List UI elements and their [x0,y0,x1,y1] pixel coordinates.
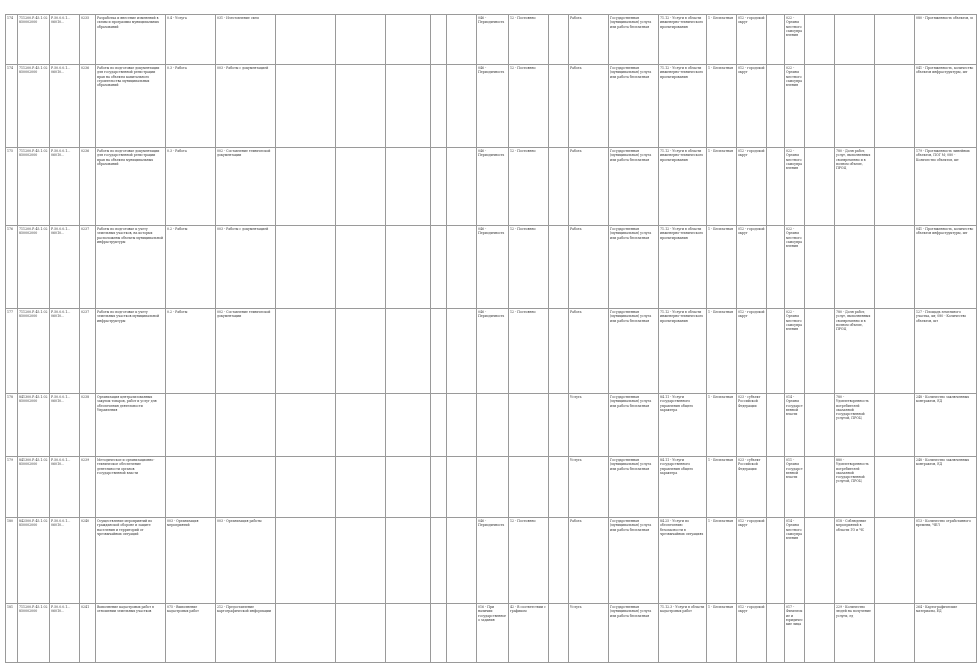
cell-num: 177 [6,309,18,394]
table-row [6,394,977,457]
cell-empty [805,604,835,663]
cell-empty [805,226,835,309]
cell-okved: 71.12 - Услуги в области инженерно-технического проектирования [659,226,707,309]
cell-code: 711200.Р.45.1.02850002000 [18,15,50,65]
cell-code: 711200.Р.45.1.02850002000 [18,148,50,226]
cell-type: Государственная (муниципальная) услуга или работа бесплатная [609,226,659,309]
cell-content1 [166,457,216,518]
cell-org: 022 - Органы местного самоуправления [785,15,805,65]
cell-content1: 0.2 - Работы [166,226,216,309]
cell-empty [276,148,336,226]
cell-num: 174 [6,15,18,65]
cell-kind: Услуга [569,604,609,663]
cell-empty [336,148,386,226]
cell-reg: Р.50.0.0.1... 06010... [50,65,80,148]
cell-empty [386,15,431,65]
cell-name: Методическое и организационно-техническое обеспечение деятельности органов государственной власти [96,457,166,518]
table-row [6,226,977,309]
cell-code: 711200.Р.45.1.02850002000 [18,309,50,394]
cell-indicator2: 127 - Площадь земельного участка, кв; 080 - Количество объектов, шт [915,309,977,394]
cell-content1: 0.4 - Услуга [166,15,216,65]
cell-empty [386,518,431,604]
cell-name: Работы по подготовке к учету земельных участков муниципальной инфраструктуры [96,309,166,394]
cell-code: 711200.Р.45.1.02850002000 [18,65,50,148]
cell-indicator2: 013 - Количество отработанного времени, ЧЕЛ [915,518,977,604]
cell-indicator1: 880 - Удовлетворенность потребителей оказанной государственной услугой, ПРОЦ [835,457,875,518]
cell-org: 022 - Органы местного самоуправления [785,309,805,394]
cell-id: 0240 [80,518,96,604]
cell-reg: Р.50.0.0.1... 06010... [50,148,80,226]
cell-okved: 71.12 - Услуги в области инженерно-технического проектирования [659,15,707,65]
cell-ul: 023 - субъект Российской Федерации [737,457,767,518]
cell-type: Государственная (муниципальная) услуга или работа бесплатная [609,309,659,394]
cell-kind: Услуга [569,457,609,518]
cell-empty [767,394,785,457]
cell-indicator2: 179 - Протяженность линейных объектов, ПОГ М; 080 - Количество объектов, шт [915,148,977,226]
cell-empty [386,394,431,457]
cell-reg: Р.50.0.0.1... 06010... [50,457,80,518]
cell-cnt: 1 - Бесплатная [707,15,737,65]
cell-okved: 71.12 - Услуги в области инженерно-технического проектирования [659,148,707,226]
cell-reg: Р.50.0.0.1... 06010... [50,309,80,394]
cell-empty [767,226,785,309]
cell-empty [431,15,447,65]
cell-empty [447,65,477,148]
cell-ul: 023 - субъект Российской Федерации [737,394,767,457]
cell-empty [447,394,477,457]
cell-num: 176 [6,226,18,309]
cell-id: 0237 [80,309,96,394]
cell-reg: Р.50.0.0.1... 06010... [50,15,80,65]
cell-content2: 002 - Составление технической документации [216,148,276,226]
cell-type: Государственная (муниципальная) услуга или работа бесплатная [609,457,659,518]
cell-ul: 012 - городской округ [737,65,767,148]
cell-status: 42 - В соответствии с графиком [509,604,549,663]
cell-type: Государственная (муниципальная) услуга или работа бесплатная [609,604,659,663]
cell-period: 016 - При наличии государственного задания [477,604,509,663]
cell-cnt: 1 - Бесплатная [707,604,737,663]
cell-org: 014 - Органы местного самоуправления [785,518,805,604]
cell-period: 046 - Периодичность [477,309,509,394]
cell-indicator2: 248 - Количество заключенных контрактов, ЕД [915,457,977,518]
cell-reg: Р.50.0.0.1... 06010... [50,394,80,457]
table-row [6,15,977,65]
cell-org: 022 - Органы местного самоуправления [785,148,805,226]
cell-period: 046 - Периодичность [477,226,509,309]
cell-empty [276,226,336,309]
cell-indicator1: 780 - Удовлетворенность потребителей оказанной государственной услугой, ПРОЦ [835,394,875,457]
cell-status [509,457,549,518]
cell-kind: Работа [569,65,609,148]
cell-status [509,394,549,457]
cell-empty [875,226,915,309]
cell-empty [336,518,386,604]
cell-empty [767,457,785,518]
cell-empty [549,394,569,457]
table-row [6,604,977,663]
cell-empty [386,604,431,663]
cell-indicator1: 780 - Доля работ, услуг, выполненных своевременно и в полном объеме, ПРОЦ [835,309,875,394]
cell-indicator2: 080 - Протяженность объектов, м [915,15,977,65]
cell-cnt: 1 - Бесплатная [707,457,737,518]
cell-empty [336,65,386,148]
cell-content2: 003 - Работы с документацией [216,226,276,309]
cell-kind: Работа [569,518,609,604]
cell-empty [336,604,386,663]
cell-empty [767,309,785,394]
cell-num: 175 [6,148,18,226]
cell-empty [276,518,336,604]
cell-kind: Работа [569,148,609,226]
cell-empty [276,65,336,148]
cell-indicator2: 248 - Количество заключенных контрактов, ЕД [915,394,977,457]
cell-empty [767,148,785,226]
cell-type: Государственная (муниципальная) услуга или работа бесплатная [609,518,659,604]
cell-empty [805,15,835,65]
cell-kind: Услуга [569,394,609,457]
cell-ul: 012 - городской округ [737,518,767,604]
cell-content1: 003 - Организация мероприятий [166,518,216,604]
table-row [6,518,977,604]
cell-id: 0238 [80,394,96,457]
cell-empty [276,15,336,65]
cell-cnt: 1 - Бесплатная [707,148,737,226]
cell-indicator1: 018 - Соблюдение мероприятий в области ГО и ЧС [835,518,875,604]
cell-okved: 71.12 - Услуги в области инженерно-технического проектирования [659,309,707,394]
cell-org: 011 - Органы государственной власти [785,457,805,518]
cell-empty [386,65,431,148]
cell-empty [276,394,336,457]
cell-reg: Р.50.0.0.1... 06010... [50,518,80,604]
cell-period: 046 - Периодичность [477,518,509,604]
cell-ul: 012 - городской округ [737,604,767,663]
cell-empty [767,518,785,604]
cell-period: 046 - Периодичность [477,148,509,226]
cell-content1: 075 - Выполнение кадастровых работ [166,604,216,663]
cell-status: 12 - Постоянно [509,309,549,394]
cell-cnt: 1 - Бесплатная [707,65,737,148]
cell-empty [549,148,569,226]
cell-period: 046 - Периодичность [477,15,509,65]
cell-name: Работы по подготовке документации для государственной регистрации прав на объекты капитального строительства муниципальных образований [96,65,166,148]
cell-name: Выполнение кадастровых работ в отношении земельных участков [96,604,166,663]
cell-empty [276,457,336,518]
cell-empty [431,226,447,309]
cell-num: 181 [6,604,18,663]
cell-empty [875,309,915,394]
cell-org: 022 - Органы местного самоуправления [785,65,805,148]
cell-empty [549,604,569,663]
cell-empty [386,226,431,309]
cell-name: Работы по подготовке документации для государственной регистрации прав на объекты муниципальных образований [96,148,166,226]
cell-num: 174 [6,65,18,148]
cell-empty [549,15,569,65]
cell-empty [767,15,785,65]
cell-empty [875,65,915,148]
cell-empty [447,309,477,394]
cell-ul: 012 - городской округ [737,15,767,65]
cell-content1: 0.3 - Работа [166,148,216,226]
cell-code: 841300.Р.45.1.02850002000 [18,394,50,457]
cell-okved: 84.11 - Услуги государственного управления общего характера [659,457,707,518]
cell-okved: 84.11 - Услуги государственного управления общего характера [659,394,707,457]
cell-empty [875,604,915,663]
cell-name: Разработка и внесение изменений в схемы и программы муниципальных образований [96,15,166,65]
cell-empty [805,65,835,148]
cell-content2: 002 - Составление технической документации [216,309,276,394]
cell-content2: 003 - Организация работы [216,518,276,604]
cell-empty [875,457,915,518]
cell-empty [549,457,569,518]
cell-id: 0239 [80,457,96,518]
cell-empty [431,604,447,663]
cell-empty [431,65,447,148]
cell-org: 022 - Органы местного самоуправления [785,226,805,309]
cell-empty [875,15,915,65]
cell-indicator2: 264 - Картографические материалы, ЕД [915,604,977,663]
cell-id: 0241 [80,604,96,663]
cell-empty [431,394,447,457]
cell-cnt: 1 - Бесплатная [707,394,737,457]
cell-id: 0235 [80,15,96,65]
cell-empty [875,518,915,604]
cell-kind: Работа [569,226,609,309]
cell-empty [549,226,569,309]
cell-empty [447,226,477,309]
cell-kind: Работа [569,15,609,65]
table-row [6,148,977,226]
cell-period [477,457,509,518]
cell-type: Государственная (муниципальная) услуга или работа бесплатная [609,65,659,148]
cell-cnt: 1 - Бесплатная [707,518,737,604]
cell-empty [767,604,785,663]
cell-kind: Работа [569,309,609,394]
cell-empty [805,148,835,226]
cell-content2: 212 - Предоставление картографической информации [216,604,276,663]
cell-empty [431,309,447,394]
cell-cnt: 1 - Бесплатная [707,226,737,309]
cell-indicator1 [835,15,875,65]
cell-empty [386,309,431,394]
cell-empty [805,309,835,394]
cell-status: 12 - Постоянно [509,65,549,148]
cell-empty [336,226,386,309]
cell-status: 12 - Постоянно [509,226,549,309]
cell-empty [431,457,447,518]
cell-indicator2: 041 - Протяженность, количество объектов инфраструктуры, шт [915,226,977,309]
cell-org: 017 - Физические и юридические лица [785,604,805,663]
cell-num: 180 [6,518,18,604]
cell-content2 [216,457,276,518]
cell-code: 711200.Р.45.1.02850002000 [18,226,50,309]
cell-empty [447,15,477,65]
cell-id: 0236 [80,148,96,226]
cell-indicator2: 041 - Протяженность, количество объектов инфраструктуры, шт [915,65,977,148]
cell-empty [875,394,915,457]
cell-reg: Р.50.0.0.1... 06010... [50,604,80,663]
cell-reg: Р.50.0.0.1... 06010... [50,226,80,309]
cell-okved: 84.25 - Услуги по обеспечению безопасности в чрезвычайных ситуациях [659,518,707,604]
cell-indicator1 [835,65,875,148]
cell-content1 [166,394,216,457]
cell-name: Работы по подготовке к учету земельных участков, на которых расположены объекты муниципальной инфраструктуры [96,226,166,309]
cell-empty [447,518,477,604]
cell-num: 179 [6,457,18,518]
cell-code: 842500.Р.45.1.02850002000 [18,518,50,604]
cell-code: 841300.Р.45.1.02850002000 [18,457,50,518]
cell-empty [431,518,447,604]
cell-empty [336,309,386,394]
cell-okved: 71.12.3 - Услуги в области кадастровых работ [659,604,707,663]
cell-org: 014 - Органы государственной власти [785,394,805,457]
cell-period: 046 - Периодичность [477,65,509,148]
cell-content1: 0.3 - Работа [166,65,216,148]
cell-empty [386,457,431,518]
cell-cnt: 1 - Бесплатная [707,309,737,394]
register-table [5,14,977,663]
cell-indicator1: 780 - Доля работ, услуг, выполненных своевременно и в полном объеме, ПРОЦ [835,148,875,226]
cell-ul: 012 - городской округ [737,309,767,394]
table-row [6,457,977,518]
cell-empty [447,604,477,663]
cell-empty [549,518,569,604]
cell-type: Государственная (муниципальная) услуга или работа бесплатная [609,15,659,65]
cell-id: 0236 [80,65,96,148]
cell-empty [336,457,386,518]
cell-period [477,394,509,457]
cell-content1: 0.2 - Работы [166,309,216,394]
cell-empty [276,604,336,663]
cell-type: Государственная (муниципальная) услуга или работа бесплатная [609,394,659,457]
cell-content2: 003 - Работы с документацией [216,65,276,148]
cell-code: 711200.Р.45.1.02850002000 [18,604,50,663]
cell-empty [805,457,835,518]
cell-empty [805,394,835,457]
cell-name: Осуществление мероприятий по гражданской обороне и защите населения и территорий от чрезвычайных ситуаций [96,518,166,604]
cell-status: 12 - Постоянно [509,148,549,226]
cell-empty [431,148,447,226]
cell-indicator1: 229 - Количество людей на получение услуги, ед [835,604,875,663]
cell-empty [549,65,569,148]
cell-status: 12 - Постоянно [509,518,549,604]
cell-content2 [216,394,276,457]
cell-ul: 012 - городской округ [737,226,767,309]
cell-num: 178 [6,394,18,457]
cell-empty [336,394,386,457]
cell-ul: 012 - городской округ [737,148,767,226]
cell-status: 12 - Постоянно [509,15,549,65]
cell-content2: 031 - Изготовление схем [216,15,276,65]
cell-type: Государственная (муниципальная) услуга или работа бесплатная [609,148,659,226]
table-row [6,65,977,148]
table-row [6,309,977,394]
cell-empty [549,309,569,394]
cell-empty [386,148,431,226]
cell-empty [336,15,386,65]
cell-name: Организация централизованных закупок товаров, работ и услуг для обеспечения деятельности Управления [96,394,166,457]
cell-id: 0237 [80,226,96,309]
cell-empty [767,65,785,148]
cell-empty [276,309,336,394]
cell-okved: 71.12 - Услуги в области инженерно-технического проектирования [659,65,707,148]
cell-empty [805,518,835,604]
cell-empty [875,148,915,226]
cell-empty [447,457,477,518]
cell-indicator1 [835,226,875,309]
cell-empty [447,148,477,226]
